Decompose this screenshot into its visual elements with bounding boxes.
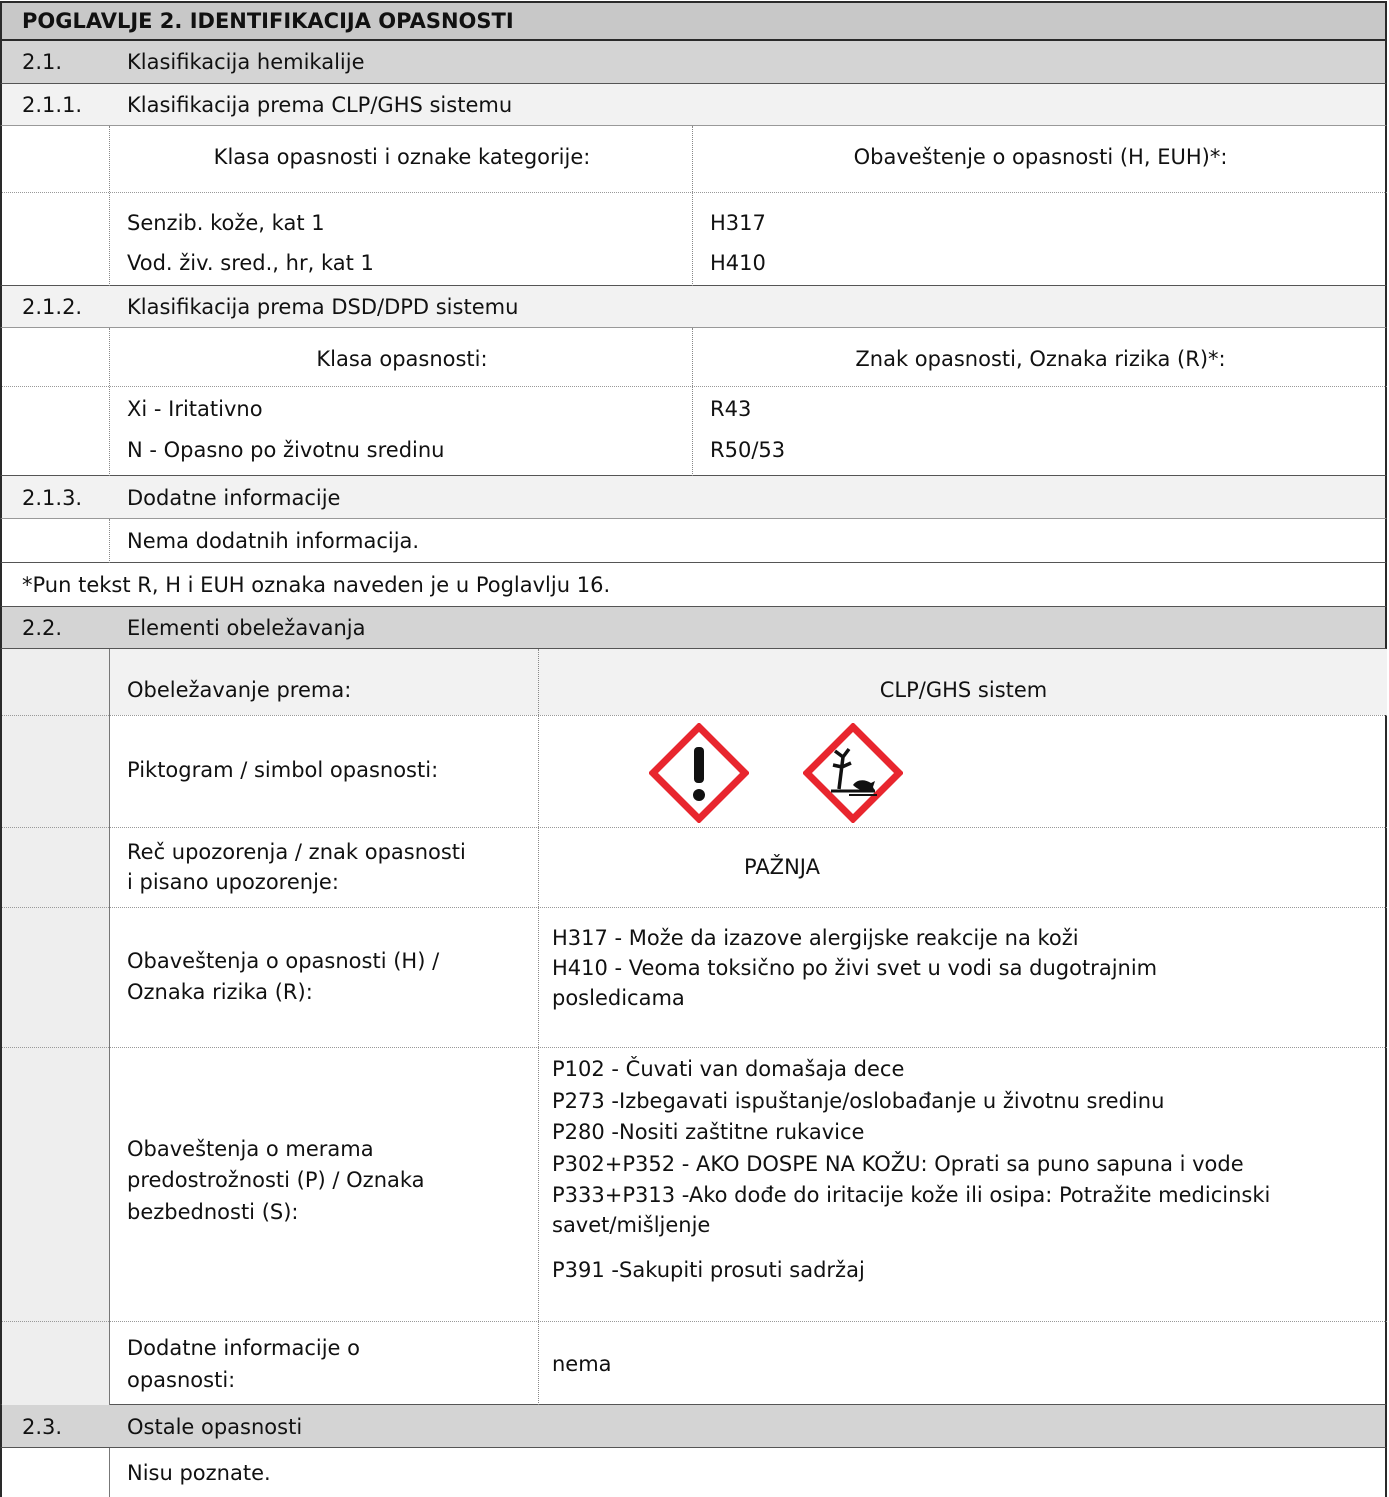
precaution-statement-5: P333+P313 -Ako dođe do iritacije kože ili osipa: Potražite medicinski: [552, 1183, 1271, 1207]
hazard-label-line-1: Obaveštenja o opasnosti (H) /: [127, 949, 440, 973]
precaution-statement-1: P102 - Čuvati van domašaja dece: [552, 1057, 905, 1081]
footnote-row: [0, 563, 1387, 607]
section-number: 2.2.: [22, 616, 63, 640]
signal-word: PAŽNJA: [744, 855, 820, 879]
other-hazards-row: [0, 1448, 1387, 1497]
precaution-statement-4: P302+P352 - AKO DOSPE NA KOŽU: Oprati sa puno sapuna i vode: [552, 1152, 1244, 1176]
section-2-1: [0, 41, 1387, 84]
clp-col-header-statement: Obaveštenje o opasnosti (H, EUH)*:: [853, 145, 1228, 169]
chapter-header: [0, 1, 1387, 41]
signal-label-line-1: Reč upozorenja / znak opasnosti: [127, 840, 466, 864]
labeling-table: [0, 649, 1387, 1405]
precaution-label-line-2: predostrožnosti (P) / Oznaka: [127, 1168, 425, 1192]
section-title: Klasifikacija prema DSD/DPD sistemu: [127, 295, 519, 319]
dsd-class-2: N - Opasno po životnu sredinu: [127, 438, 445, 462]
dsd-class-1: Xi - Iritativno: [127, 397, 263, 421]
section-title: Klasifikacija prema CLP/GHS sistemu: [127, 93, 513, 117]
section-number: 2.1.2.: [22, 295, 83, 319]
clp-col-header-class: Klasa opasnosti i oznake kategorije:: [213, 145, 591, 169]
hazard-statement-1: H317 - Može da izazove alergijske reakcije na koži: [552, 926, 1079, 950]
environment-icon: [803, 723, 903, 823]
pictogram-label: Piktogram / simbol opasnosti:: [127, 758, 439, 782]
section-2-1-1: [0, 84, 1387, 126]
clp-code-1: H317: [710, 211, 766, 235]
precaution-statement-7: P391 -Sakupiti prosuti sadržaj: [552, 1258, 865, 1282]
precaution-statement-2: P273 -Izbegavati ispuštanje/oslobađanje u životnu sredinu: [552, 1089, 1165, 1113]
labeling-label: Obeležavanje prema:: [127, 678, 352, 702]
section-2-1-3: [0, 476, 1387, 519]
clp-table: [0, 126, 1387, 286]
dsd-code-1: R43: [710, 397, 752, 421]
exclamation-mark-icon: [649, 723, 749, 823]
section-number: 2.1.: [22, 50, 63, 74]
footnote-text: *Pun tekst R, H i EUH oznaka naveden je u Poglavlju 16.: [22, 573, 611, 597]
hazard-label-line-2: Oznaka rizika (R):: [127, 980, 313, 1004]
additional-info-row: [0, 519, 1387, 563]
dsd-code-2: R50/53: [710, 438, 786, 462]
clp-class-2: Vod. živ. sred., hr, kat 1: [127, 251, 374, 275]
labeling-value: CLP/GHS sistem: [879, 678, 1048, 702]
section-2-2: [0, 607, 1387, 649]
section-number: 2.1.3.: [22, 486, 83, 510]
other-hazards-text: Nisu poznate.: [127, 1461, 271, 1485]
additional-info-text: Nema dodatnih informacija.: [127, 529, 420, 553]
section-2-3: [0, 1405, 1387, 1448]
precaution-label-line-3: bezbednosti (S):: [127, 1200, 299, 1224]
extra-info-value: nema: [552, 1352, 612, 1376]
section-title: Klasifikacija hemikalije: [127, 50, 365, 74]
extra-info-label-line-2: opasnosti:: [127, 1368, 236, 1392]
section-number: 2.3.: [22, 1415, 63, 1439]
precaution-label-line-1: Obaveštenja o merama: [127, 1137, 374, 1161]
precaution-statement-3: P280 -Nositi zaštitne rukavice: [552, 1120, 865, 1144]
dsd-table: [0, 328, 1387, 476]
dsd-col-header-code: Znak opasnosti, Oznaka rizika (R)*:: [855, 347, 1226, 371]
precaution-statement-6: savet/mišljenje: [552, 1213, 711, 1237]
signal-label-line-2: i pisano upozorenje:: [127, 870, 339, 894]
extra-info-label-line-1: Dodatne informacije o: [127, 1336, 360, 1360]
section-2-1-2: [0, 286, 1387, 328]
clp-class-1: Senzib. kože, kat 1: [127, 211, 325, 235]
section-title: Elementi obeležavanja: [127, 616, 366, 640]
chapter-title: POGLAVLJE 2. IDENTIFIKACIJA OPASNOSTI: [22, 9, 514, 33]
clp-code-2: H410: [710, 251, 766, 275]
section-title: Dodatne informacije: [127, 486, 341, 510]
section-number: 2.1.1.: [22, 93, 83, 117]
hazard-statement-2: H410 - Veoma toksično po živi svet u vodi sa dugotrajnim: [552, 956, 1158, 980]
hazard-statement-3: posledicama: [552, 986, 685, 1010]
dsd-col-header-class: Klasa opasnosti:: [316, 347, 488, 371]
section-title: Ostale opasnosti: [127, 1415, 303, 1439]
